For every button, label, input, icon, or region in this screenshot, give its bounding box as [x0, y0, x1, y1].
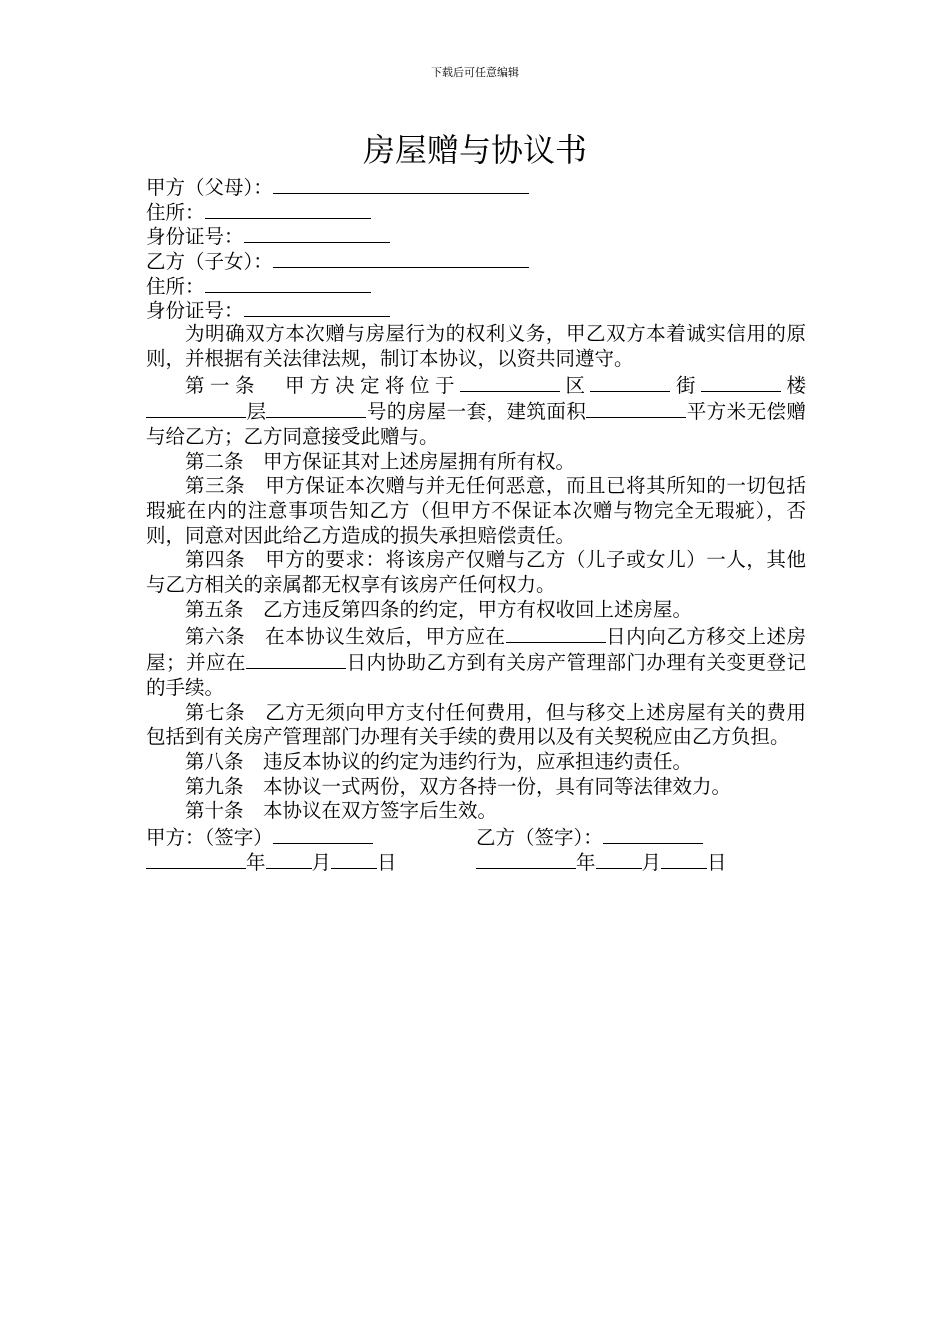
- building-blank[interactable]: [146, 398, 246, 418]
- article-6-suffix: 日内协助乙方到有关房产管理部门办理有关变更登记的手续。: [146, 651, 806, 699]
- article-6-prefix: 第六条 在本协议生效后，甲方应在: [185, 624, 506, 648]
- article-4: 第四条 甲方的要求：将该房产仅赠与乙方（儿子或女儿）一人，其他与乙方相关的亲属都无权享有该房产任何权力。: [146, 548, 806, 597]
- header-note: 下载后可任意编辑: [431, 66, 519, 79]
- party-b-day-label: 日: [707, 850, 727, 874]
- party-a-day-blank[interactable]: [331, 849, 377, 869]
- document-title: 房屋赠与协议书: [362, 131, 587, 169]
- party-b-line: [146, 248, 806, 273]
- article-1: [146, 372, 806, 450]
- party-a-signature-label: 甲方：（签字）: [146, 826, 273, 850]
- party-a-day-label: 日: [377, 850, 397, 874]
- date-row: [146, 849, 806, 874]
- party-b-name-blank[interactable]: [273, 248, 529, 268]
- number-blank[interactable]: [266, 398, 366, 418]
- street-label: 街: [670, 373, 701, 397]
- article-8: 第八条 违反本协议的约定为违约行为，应承担违约责任。: [185, 750, 693, 774]
- article-6: [146, 623, 806, 701]
- article-9: 第九条 本协议一式两份，双方各持一份，具有同等法律效力。: [185, 774, 732, 798]
- article-6-mid: 日内向乙方移交上述房屋；并应在: [146, 624, 806, 675]
- agreement-body: [146, 174, 806, 874]
- party-a-id-label: 身份证号：: [146, 225, 244, 249]
- party-a-id-blank[interactable]: [244, 223, 390, 243]
- party-a-address-label: 住所：: [146, 200, 205, 224]
- article-7: 第七条 乙方无须向甲方支付任何费用，但与移交上述房屋有关的费用包括到有关房产管理部门办理有关手续的费用以及有关契税应由乙方负担。: [146, 700, 806, 749]
- party-b-address-line: [146, 273, 806, 298]
- article-10: 第十条 本协议在双方签字后生效。: [185, 799, 498, 823]
- article-5: 第五条 乙方违反第四条的约定，甲方有权收回上述房屋。: [185, 597, 693, 621]
- area-blank[interactable]: [586, 398, 686, 418]
- party-a-label: 甲方（父母）：: [146, 176, 273, 199]
- party-a-year-blank[interactable]: [146, 849, 246, 869]
- party-a-name-blank[interactable]: [273, 174, 529, 194]
- party-a-line: [146, 174, 806, 199]
- building-label: 楼: [780, 373, 806, 397]
- district-blank[interactable]: [590, 372, 670, 392]
- party-b-address-label: 住所：: [146, 274, 205, 298]
- party-b-signature-label: 乙方（签字）：: [476, 826, 603, 850]
- location-blank[interactable]: [460, 372, 560, 392]
- party-b-year-label: 年: [576, 850, 596, 874]
- district-label: 区: [559, 373, 591, 397]
- party-b-year-blank[interactable]: [476, 849, 576, 869]
- party-b-day-blank[interactable]: [661, 849, 707, 869]
- party-b-id-blank[interactable]: [244, 297, 390, 317]
- party-a-id-line: [146, 223, 806, 248]
- area-suffix: 平方米无偿赠与给乙方；乙方同意接受此赠与。: [146, 400, 806, 448]
- party-a-signature-blank[interactable]: [273, 824, 373, 844]
- registration-days-blank[interactable]: [246, 649, 346, 669]
- party-a-year-label: 年: [246, 850, 266, 874]
- article-2: 第二条 甲方保证其对上述房屋拥有所有权。: [185, 449, 576, 473]
- party-b-month-label: 月: [641, 850, 662, 874]
- intro-paragraph: 为明确双方本次赠与房屋行为的权利义务，甲乙双方本着诚实信用的原则，并根据有关法律法规，制订本协议，以资共同遵守。: [146, 322, 806, 370]
- party-a-address-blank[interactable]: [205, 199, 371, 219]
- party-b-month-blank[interactable]: [596, 849, 642, 869]
- floor-label: 层: [246, 400, 267, 424]
- party-a-month-label: 月: [311, 850, 332, 874]
- party-a-address-line: [146, 199, 806, 224]
- signature-row: [146, 824, 806, 849]
- party-b-signature-blank[interactable]: [603, 824, 703, 844]
- party-b-id-label: 身份证号：: [146, 299, 244, 323]
- party-b-signature: [476, 824, 703, 851]
- article-3: 第三条 甲方保证本次赠与并无任何恶意，而且已将其所知的一切包括瑕疵在内的注意事项告知乙方（但甲方不保证本次赠与物完全无瑕疵），否则，同意对因此给乙方造成的损失承担赔偿责任。: [146, 474, 806, 547]
- article-1-prefix: 第一条 甲方决定将位于: [185, 373, 460, 397]
- party-a-month-blank[interactable]: [266, 849, 312, 869]
- party-b-label: 乙方（子女）：: [146, 250, 273, 274]
- party-b-id-line: [146, 297, 806, 322]
- street-blank[interactable]: [701, 372, 781, 392]
- handover-days-blank[interactable]: [506, 623, 606, 643]
- number-suffix: 号的房屋一套，建筑面积: [366, 400, 587, 424]
- party-b-address-blank[interactable]: [205, 273, 371, 293]
- party-b-date: [476, 849, 727, 876]
